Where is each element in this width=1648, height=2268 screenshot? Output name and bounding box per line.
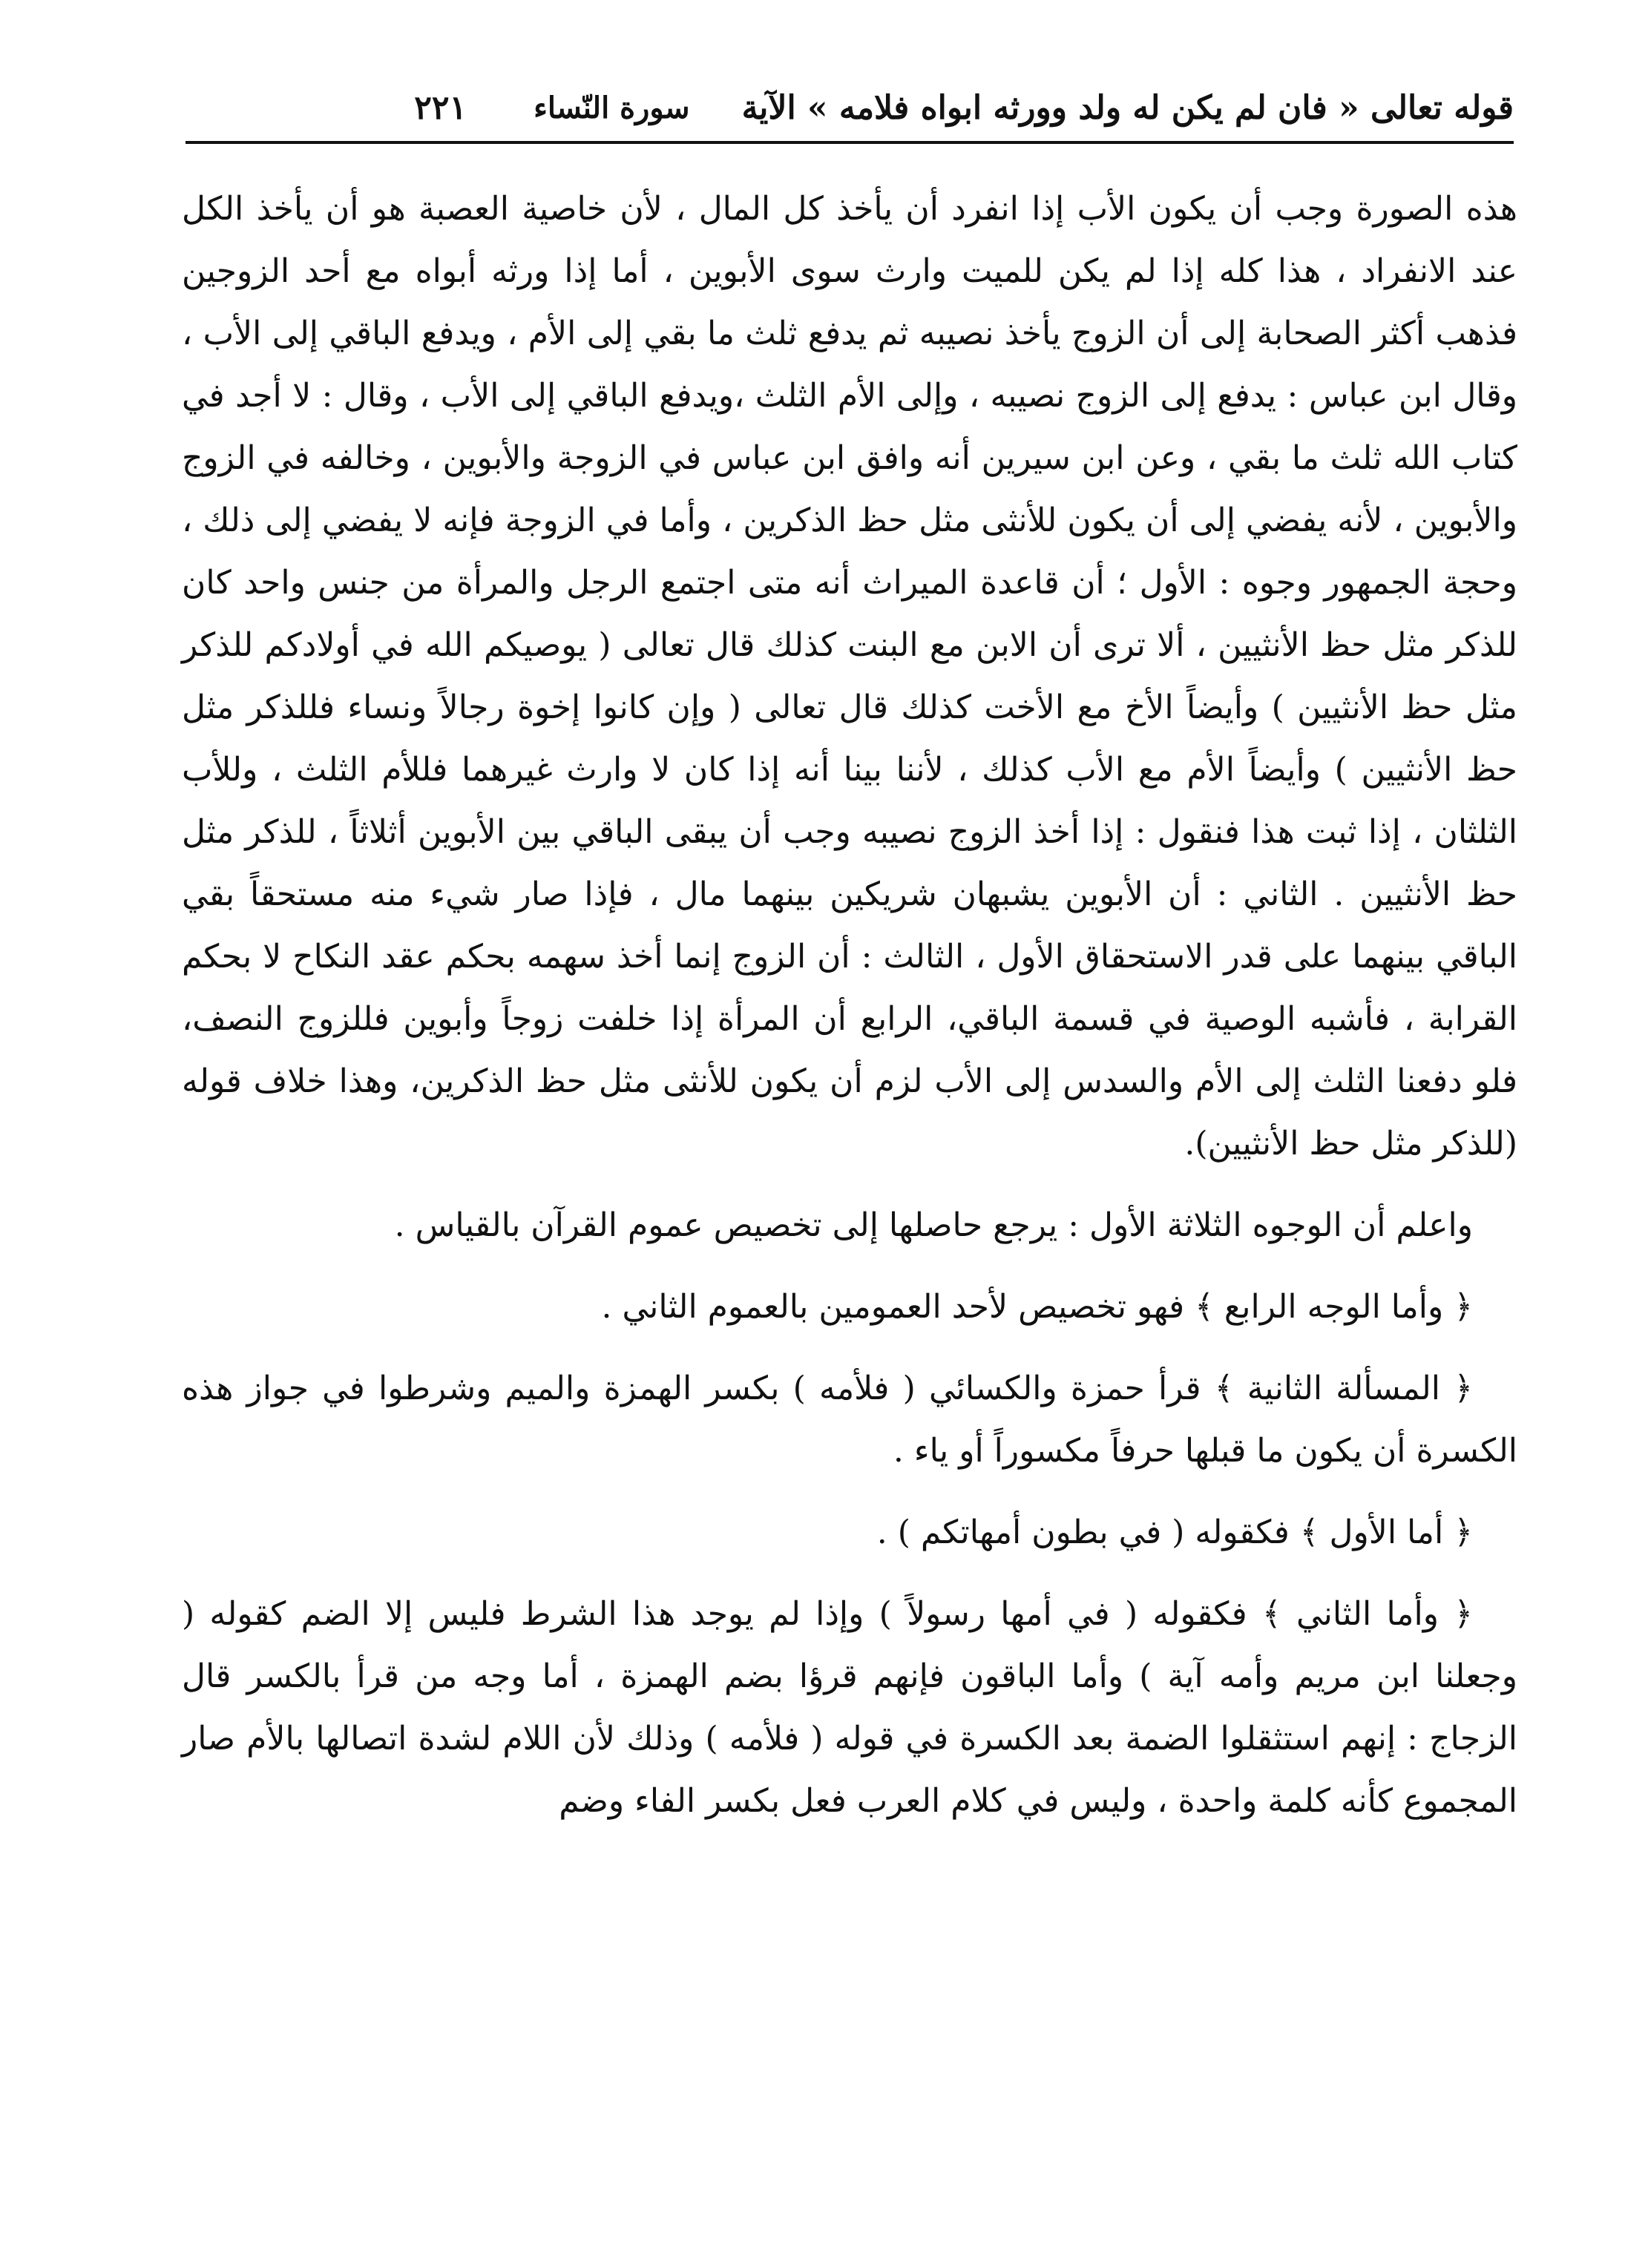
paragraph-first-case: ﴿ أما الأول ﴾ فكقوله ( في بطون أمهاتكم ) . <box>876 1513 1473 1551</box>
surah-name: سورة النّساء <box>534 90 690 125</box>
running-head-title: قوله تعالى « فان لم يكن له ولد وورثه ابواه فلامه » الآية <box>741 88 1514 127</box>
running-head <box>186 74 1514 144</box>
page-number: ٢٢١ <box>414 88 467 127</box>
body-text <box>182 178 1517 1833</box>
paragraph-note-qiyas: واعلم أن الوجوه الثلاثة الأول : يرجع حاصلها إلى تخصيص عموم القرآن بالقياس . <box>394 1206 1473 1244</box>
paragraph-second-case: ﴿ وأما الثاني ﴾ فكقوله ( في أمها رسولاً ) وإذا لم يوجد هذا الشرط فليس إلا الضم كقوله ( وجعلنا ابن مريم وأمه آية ) وأما الباقون فإنهم قرؤا بضم الهمزة ، أما وجه من قرأ بالكسر قال الزجاج : إنهم استثقلوا الضمة بعد الكسرة في قوله ( فلأمه ) وذلك لأن اللام لشدة اتصالها بالأم صار المجموع كأنه كلمة واحدة ، وليس في كلام العرب فعل بكسر الفاء وضم <box>182 1595 1517 1820</box>
paragraph-main: هذه الصورة وجب أن يكون الأب إذا انفرد أن يأخذ كل المال ، لأن خاصية العصبة هو أن يأخذ الكل عند الانفراد ، هذا كله إذا لم يكن للميت وارث سوى الأبوين ، أما إذا ورثه أبواه مع أحد الزوجين فذهب أكثر الصحابة إلى أن الزوج يأخذ نصيبه ثم يدفع ثلث ما بقي إلى الأم ، ويدفع الباقي إلى الأب ، وقال ابن عباس : يدفع إلى الزوج نصيبه ، وإلى الأم الثلث ،ويدفع الباقي إلى الأب ، وقال : لا أجد في كتاب الله ثلث ما بقي ، وعن ابن سيرين أنه وافق ابن عباس في الزوجة والأبوين ، وخالفه في الزوج والأبوين ، لأنه يفضي إلى أن يكون للأنثى مثل حظ الذكرين ، وأما في الزوجة فإنه لا يفضي إلى ذلك ، وحجة الجمهور وجوه : الأول ؛ أن قاعدة الميراث أنه متى اجتمع الرجل والمرأة من جنس واحد كان للذكر مثل حظ الأنثيين ، ألا ترى أن الابن مع البنت كذلك قال تعالى ( يوصيكم الله في أولادكم للذكر مثل حظ الأنثيين ) وأيضاً الأخ مع الأخت كذلك قال تعالى ( وإن كانوا إخوة رجالاً ونساء فللذكر مثل حظ الأنثيين ) وأيضاً الأم مع الأب كذلك ، لأننا بينا أنه إذا كان لا وارث غيرهما فللأم الثلث ، وللأب الثلثان ، إذا ثبت هذا فنقول : إذا أخذ الزوج نصيبه وجب أن يبقى الباقي بين الأبوين أثلاثاً ، للذكر مثل حظ الأنثيين . الثاني : أن الأبوين يشبهان شريكين بينهما مال ، فإذا صار شيء منه مستحقاً بقي الباقي بينهما على قدر الاستحقاق الأول ، الثالث : أن الزوج إنما أخذ سهمه بحكم عقد النكاح لا بحكم القرابة ، فأشبه الوصية في قسمة الباقي، الرابع أن المرأة إذا خلفت زوجاً وأبوين فللزوج النصف، فلو دفعنا الثلث إلى الأم والسدس إلى الأب لزم أن يكون للأنثى مثل حظ الذكرين، وهذا خلاف قوله (للذكر مثل حظ الأنثيين). <box>182 190 1517 1163</box>
paragraph-second-issue: ﴿ المسألة الثانية ﴾ قرأ حمزة والكسائي ( فلأمه ) بكسر الهمزة والميم وشرطوا في جواز هذه الكسرة أن يكون ما قبلها حرفاً مكسوراً أو ياء . <box>182 1370 1517 1470</box>
paragraph-fourth-aspect: ﴿ وأما الوجه الرابع ﴾ فهو تخصيص لأحد العمومين بالعموم الثاني . <box>601 1288 1473 1326</box>
